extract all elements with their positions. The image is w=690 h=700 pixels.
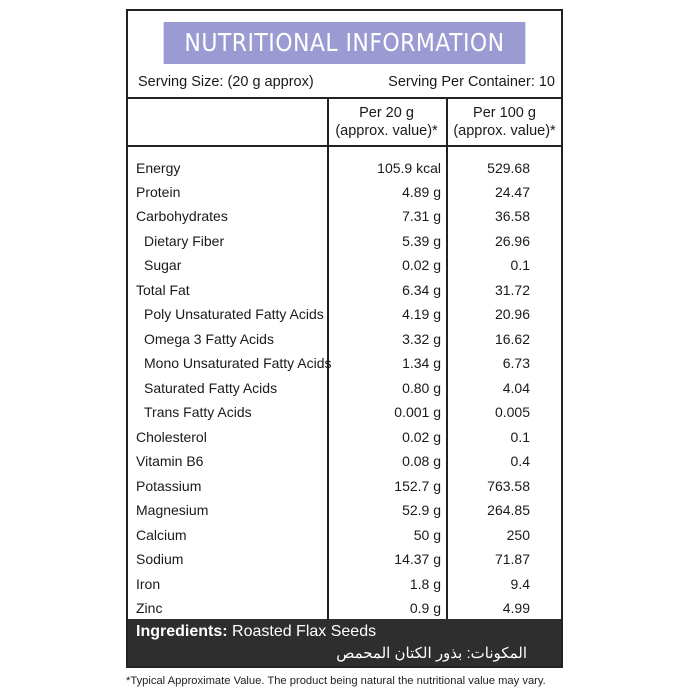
table-row [128, 474, 561, 498]
serving-size: Serving Size: (20 g approx) [138, 74, 314, 90]
nutrient-per20: 7.31 g [402, 208, 441, 224]
column-header-per100-line2: (approx. value)* [453, 123, 556, 139]
nutrient-per20: 4.89 g [402, 184, 441, 200]
column-header-per100 [446, 99, 561, 145]
nutrient-per20: 5.39 g [402, 233, 441, 249]
nutrient-name: Poly Unsaturated Fatty Acids [144, 306, 324, 322]
nutrient-name: Saturated Fatty Acids [144, 380, 278, 396]
nutrient-per20: 0.80 g [402, 380, 441, 396]
table-row [128, 425, 561, 449]
nutrient-per100: 529.68 [487, 160, 530, 176]
ingredients-value: Roasted Flax Seeds [232, 623, 377, 640]
nutrient-name: Omega 3 Fatty Acids [144, 331, 274, 347]
table-row [128, 498, 561, 522]
nutrient-per100: 0.005 [494, 404, 530, 420]
nutrient-per100: 0.1 [510, 257, 530, 273]
table-row [128, 376, 561, 400]
column-header-per20 [327, 99, 444, 145]
nutrient-name: Magnesium [136, 502, 209, 518]
nutrient-name: Cholesterol [136, 429, 207, 445]
column-header-per20-line2: (approx. value)* [335, 123, 438, 139]
nutrient-per100: 250 [506, 527, 530, 543]
nutrient-per20: 4.19 g [402, 306, 441, 322]
nutrient-name: Sugar [144, 257, 182, 273]
nutrient-name: Protein [136, 184, 181, 200]
nutrient-table [128, 147, 561, 619]
nutrient-per100: 763.58 [487, 478, 530, 494]
table-row [128, 204, 561, 228]
table-row [128, 596, 561, 620]
table-row [128, 302, 561, 326]
nutrient-name: Iron [136, 576, 161, 592]
nutrient-per100: 24.47 [494, 184, 530, 200]
table-row [128, 156, 561, 180]
nutrient-per100: 16.62 [494, 331, 530, 347]
table-row [128, 229, 561, 253]
nutrient-per100: 0.1 [510, 429, 530, 445]
ingredients-english [136, 623, 376, 641]
nutrient-per100: 71.87 [494, 551, 530, 567]
nutrient-per20: 105.9 kcal [377, 160, 441, 176]
nutrient-per100: 6.73 [502, 355, 530, 371]
nutrient-name: Total Fat [136, 282, 190, 298]
nutrient-name: Potassium [136, 478, 202, 494]
nutrient-name: Calcium [136, 527, 187, 543]
nutrient-per100: 20.96 [494, 306, 530, 322]
table-row [128, 400, 561, 424]
nutrient-per100: 0.4 [510, 453, 530, 469]
serving-info [128, 69, 561, 99]
servings-per-container: Serving Per Container: 10 [388, 74, 555, 90]
nutrient-name: Trans Fatty Acids [144, 404, 252, 420]
footnote: *Typical Approximate Value. The product being natural the nutritional value may vary. [126, 675, 546, 687]
nutrient-name: Sodium [136, 551, 184, 567]
nutrient-per100: 36.58 [494, 208, 530, 224]
table-row [128, 180, 561, 204]
table-row [128, 278, 561, 302]
nutrient-per20: 1.34 g [402, 355, 441, 371]
nutrient-per20: 3.32 g [402, 331, 441, 347]
nutrient-per100: 4.04 [502, 380, 530, 396]
table-row [128, 449, 561, 473]
nutrient-per20: 6.34 g [402, 282, 441, 298]
nutrient-per20: 50 g [413, 527, 441, 543]
nutrient-per20: 0.001 g [394, 404, 441, 420]
nutrient-per100: 4.99 [502, 600, 530, 616]
nutrient-name: Zinc [136, 600, 163, 616]
nutrient-name: Mono Unsaturated Fatty Acids [144, 355, 332, 371]
ingredients-label: Ingredients: [136, 623, 228, 640]
ingredients-arabic: المكونات: بذور الكتان المحمص [336, 645, 527, 662]
nutrient-per20: 0.02 g [402, 429, 441, 445]
table-row [128, 253, 561, 277]
nutrient-per100: 31.72 [494, 282, 530, 298]
table-row [128, 547, 561, 571]
nutrient-per100: 26.96 [494, 233, 530, 249]
nutrient-per20: 152.7 g [394, 478, 441, 494]
nutrient-name: Energy [136, 160, 181, 176]
nutrient-name: Carbohydrates [136, 208, 228, 224]
column-headers [128, 99, 561, 147]
nutrient-per20: 14.37 g [394, 551, 441, 567]
column-header-per100-line1: Per 100 g [473, 105, 536, 121]
nutrition-panel [126, 9, 563, 668]
nutrient-per100: 264.85 [487, 502, 530, 518]
table-row [128, 327, 561, 351]
nutrient-per20: 0.08 g [402, 453, 441, 469]
nutrient-per20: 0.9 g [409, 600, 441, 616]
nutrient-per20: 1.8 g [409, 576, 441, 592]
nutrient-per20: 0.02 g [402, 257, 441, 273]
nutrient-name: Vitamin B6 [136, 453, 204, 469]
table-row [128, 572, 561, 596]
ingredients-bar [128, 619, 561, 666]
nutrient-per100: 9.4 [510, 576, 530, 592]
nutrient-name: Dietary Fiber [144, 233, 225, 249]
panel-title: NUTRITIONAL INFORMATION [164, 22, 526, 64]
table-row [128, 523, 561, 547]
column-header-per20-line1: Per 20 g [359, 105, 414, 121]
nutrient-per20: 52.9 g [402, 502, 441, 518]
table-row [128, 351, 561, 375]
